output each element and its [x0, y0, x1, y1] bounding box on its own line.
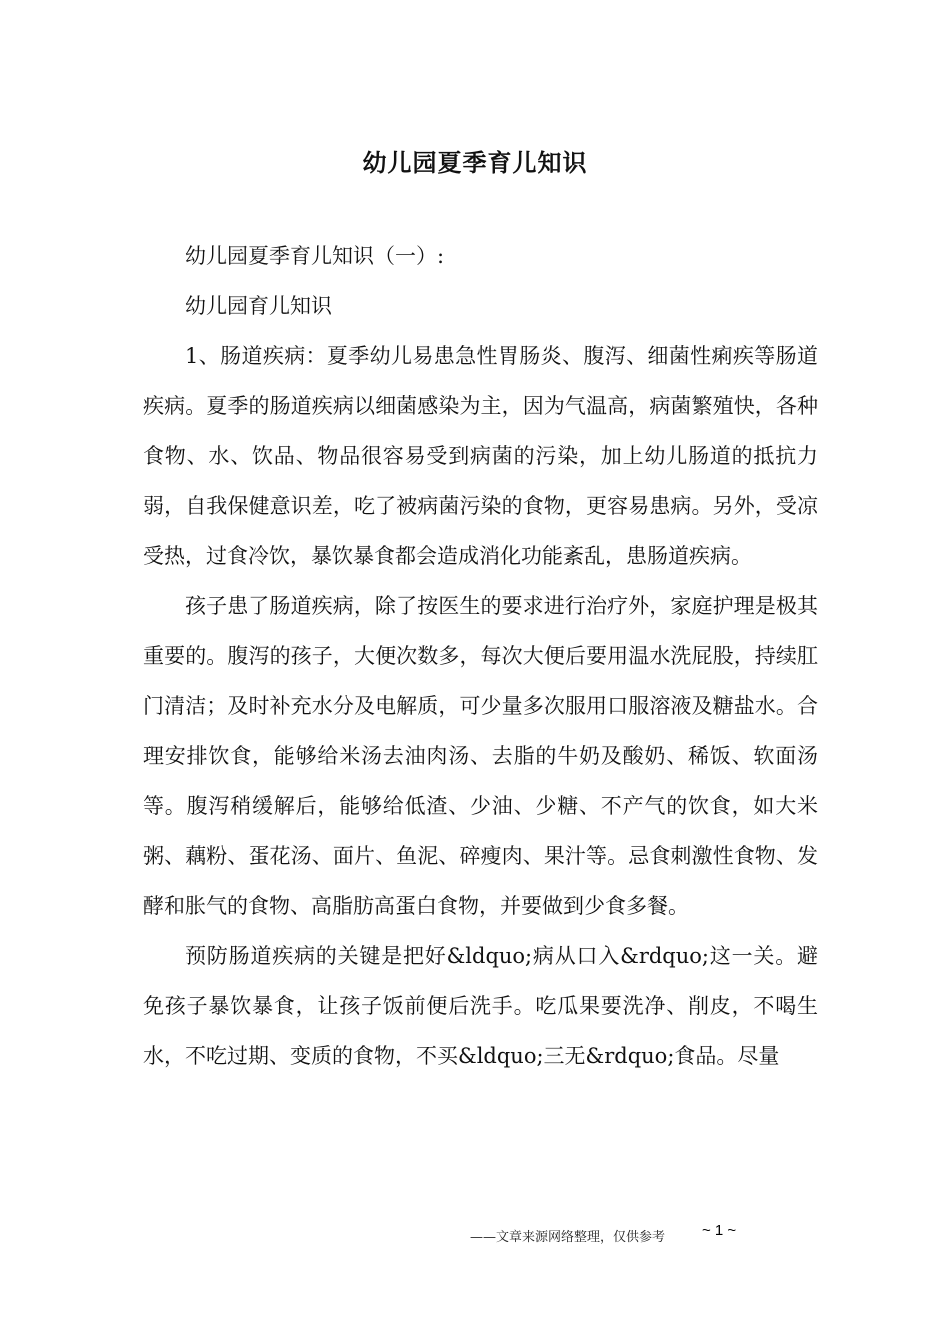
document-title: 幼儿园夏季育儿知识: [362, 149, 588, 177]
page-footer: [470, 1222, 770, 1252]
section-heading: 幼儿园夏季育儿知识（一）:: [185, 244, 445, 268]
paragraph-home-care: 孩子患了肠道疾病，除了按医生的要求进行治疗外，家庭护理是极其重要的。腹泻的孩子，大便次数多，每次大便后要用温水洗屁股，持续肛门清洁；及时补充水分及电解质，可少量多次服用口服溶液及糖盐水。合理安排饮食，能够给米汤去油肉汤、去脂的牛奶及酸奶、稀饭、软面汤等。腹泻稍缓解后，能够给低渣、少油、少糖、不产气的饮食，如大米粥、藕粉、蛋花汤、面片、鱼泥、碎瘦肉、果汁等。忌食刺激性食物、发酵和胀气的食物、高脂肪高蛋白食物，并要做到少食多餐。: [143, 594, 818, 918]
subsection-heading: 幼儿园育儿知识: [185, 294, 332, 318]
document-body: [143, 231, 818, 1081]
source-note: ——文章来源网络整理，仅供参考: [470, 1230, 666, 1245]
paragraph-prevention: 预防肠道疾病的关键是把好&ldquo;病从口入&rdquo;这一关。避免孩子暴饮暴食，让孩子饭前便后洗手。吃瓜果要洗净、削皮，不喝生水，不吃过期、变质的食物，不买&ldquo;三无&rdquo;食品。尽量: [143, 944, 818, 1068]
page-number: ~ 1 ~: [702, 1222, 737, 1239]
paragraph-intestinal-disease: 1、肠道疾病：夏季幼儿易患急性胃肠炎、腹泻、细菌性痢疾等肠道疾病。夏季的肠道疾病以细菌感染为主，因为气温高，病菌繁殖快，各种食物、水、饮品、物品很容易受到病菌的污染，加上幼儿肠道的抵抗力弱，自我保健意识差，吃了被病菌污染的食物，更容易患病。另外，受凉受热，过食冷饮，暴饮暴食都会造成消化功能紊乱，患肠道疾病。: [143, 344, 818, 568]
